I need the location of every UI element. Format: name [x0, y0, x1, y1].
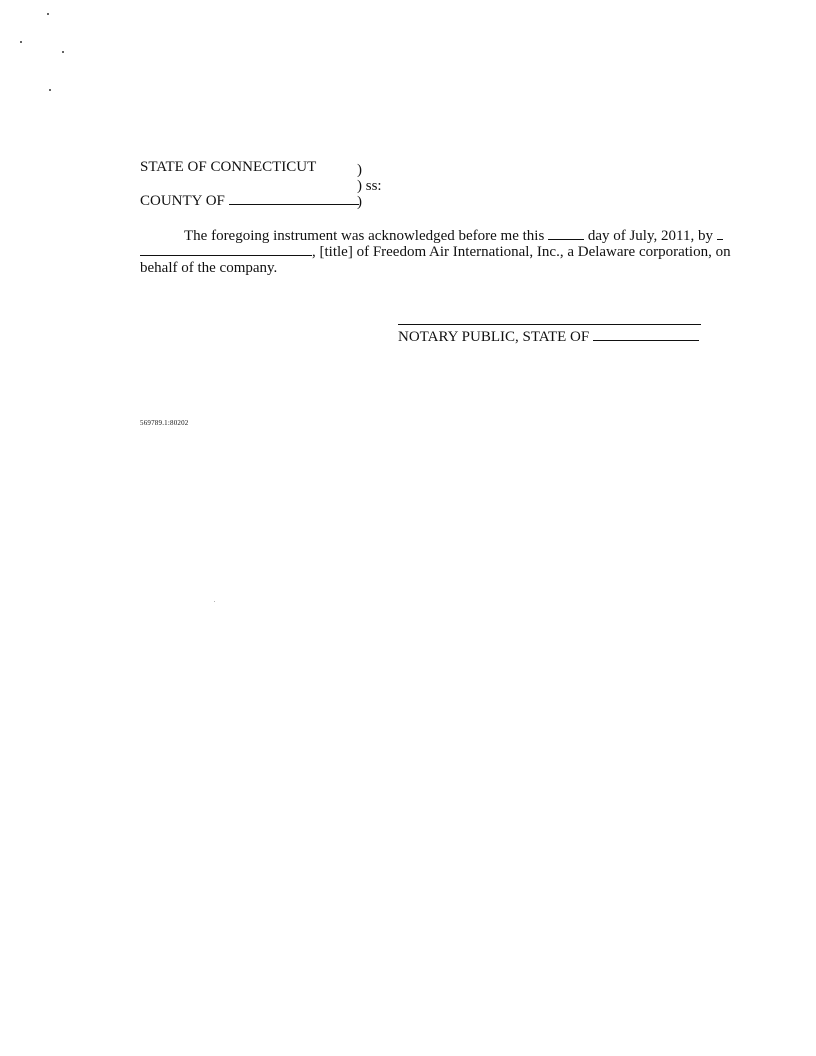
name-blank: [140, 242, 312, 256]
scan-speck: [47, 13, 49, 15]
acknowledgment-text: The foregoing instrument was acknowledged before me this: [184, 228, 545, 244]
acknowledgment-date-text: day of July, 2011, by: [587, 228, 713, 244]
scan-speck: [49, 89, 51, 91]
scan-speck: [214, 601, 215, 602]
county-line: [140, 191, 359, 210]
venue-paren: ): [357, 162, 362, 178]
document-id: 569789.1:80202: [140, 419, 189, 427]
scan-speck: [20, 41, 22, 43]
scan-speck: [62, 51, 64, 53]
notary-line: [398, 327, 699, 346]
venue-ss: ) ss:: [357, 178, 382, 194]
day-blank: [548, 226, 584, 240]
county-label: COUNTY OF: [140, 193, 225, 209]
notary-state-blank: [593, 327, 699, 341]
name-blank-start: [717, 226, 723, 240]
title-text: , [title] of Freedom Air International, Inc., a Delaware corporation, on: [312, 244, 731, 260]
signature-line: [398, 324, 701, 325]
notary-label: NOTARY PUBLIC, STATE OF: [398, 329, 590, 345]
venue-paren: ): [357, 194, 362, 210]
county-blank: [229, 191, 359, 205]
state-label: STATE OF CONNECTICUT: [140, 159, 317, 175]
acknowledgment-line-3: behalf of the company.: [140, 260, 278, 276]
